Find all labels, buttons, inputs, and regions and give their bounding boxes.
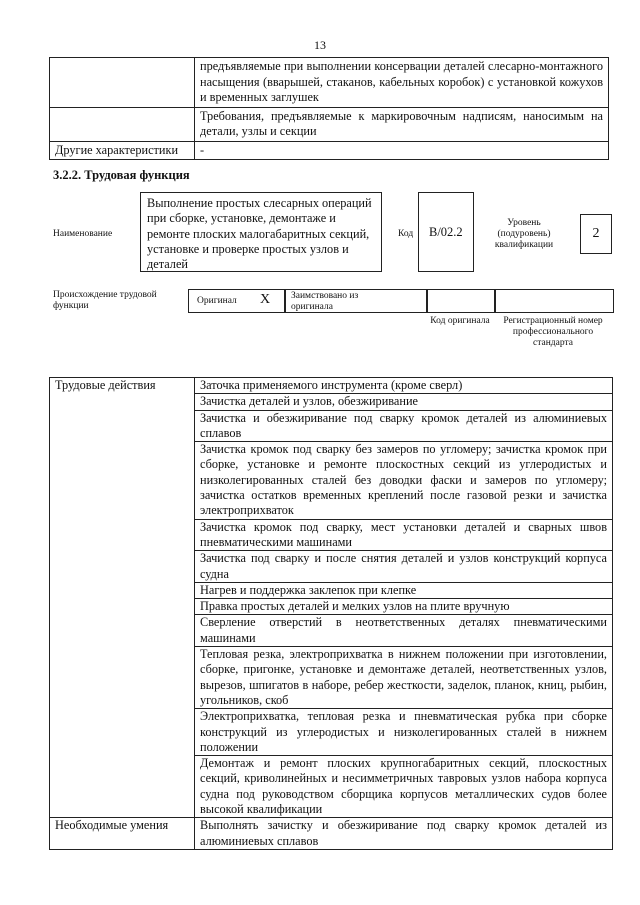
labor-action-text: Заточка применяемого инструмента (кроме сверл)	[195, 378, 613, 394]
required-skill-label: Необходимые умения	[50, 818, 195, 850]
registration-number-caption: Регистрационный номер профессионального стандарта	[503, 316, 603, 348]
code-value: B/02.2	[429, 225, 463, 239]
origin-code-cell	[426, 289, 496, 313]
other-characteristics-label: Другие характеристики	[50, 141, 195, 160]
labor-action-text: Демонтаж и ремонт плоских крупногабаритных секций, плоскостных секций, криволинейных и несимметричных тавровых узлов набора корпуса судна под руководством сборщика корпусов металлических судов более высокой квалификации	[195, 756, 613, 818]
labor-action-text: Зачистка кромок под сварку без замеров по угломеру; зачистка кромок при сборке, установке и ремонте плоскостных секций из углеродистых и низколегированных сталей без доводки фаски и замеров по угломеру; зачистка остатков временных креплений после газовой резки и зачистка электроприхваток	[195, 442, 613, 519]
section-heading: 3.2.2. Трудовая функция	[53, 168, 190, 182]
labor-action-text: Зачистка кромок под сварку, мест установки деталей и сварных швов пневматическими машинами	[195, 519, 613, 551]
code-label: Код	[398, 229, 414, 239]
labor-action-label: Трудовые действия	[50, 378, 195, 818]
level-label: Уровень (подуровень) квалификации	[494, 218, 554, 250]
labor-action-text: Электроприхватка, тепловая резка и пневматическая рубка при сборке конструкций из углеродистых и низколегированных сталей в нижнем положении	[195, 709, 613, 756]
labor-action-text: Правка простых деталей и мелких узлов на плите вручную	[195, 599, 613, 615]
registration-number-cell	[494, 289, 614, 313]
required-skill-text: Выполнять зачистку и обезжиривание под сварку кромок деталей из алюминиевых сплавов	[195, 818, 613, 850]
original-mark: X	[260, 292, 271, 307]
other-characteristics-value: -	[195, 141, 609, 160]
labor-action-text: Сверление отверстий в неответственных деталях пневматическими машинами	[195, 615, 613, 647]
labor-action-text: Зачистка деталей и узлов, обезжиривание	[195, 394, 613, 410]
origin-code-caption: Код оригинала	[430, 316, 490, 326]
level-value: 2	[592, 226, 600, 241]
labor-actions-table	[49, 377, 613, 850]
table-row	[50, 378, 613, 394]
table-row	[50, 818, 613, 850]
name-label: Наименование	[53, 229, 113, 239]
empty-cell	[50, 107, 195, 141]
origin-label: Происхождение трудовой функции	[53, 290, 157, 311]
labor-action-text: Зачистка под сварку и после снятия деталей и узлов конструкций корпуса судна	[195, 551, 613, 583]
level-box	[580, 214, 612, 254]
labor-action-text: Тепловая резка, электроприхватка в нижнем положении при изготовлении, сборке, пригонке, установке и демонтаже деталей, неответственных узлов, вырезов, шпигатов в наборе, ребер жесткости, заделок, планок, книц, рыбин, угольников, скоб	[195, 647, 613, 709]
labor-action-text: Нагрев и поддержка заклепок при клепке	[195, 582, 613, 598]
top-characteristics-table	[49, 57, 609, 160]
code-box	[418, 192, 474, 272]
original-text: Оригинал	[197, 296, 237, 306]
empty-cell	[50, 58, 195, 108]
marking-requirements-text: Требования, предъявляемые к маркировочным надписям, наносимым на детали, узлы и секции	[195, 107, 609, 141]
borrowed-text: Заимствовано из оригинала	[291, 291, 359, 312]
page-number: 13	[314, 38, 326, 52]
preservation-requirements-text: предъявляемые при выполнении консервации деталей слесарно-монтажного насыщения (вварышей, стаканов, кабельных коробок) с установкой кожухов и временных заглушек	[195, 58, 609, 108]
borrowed-cell	[284, 289, 428, 313]
original-cell	[188, 289, 286, 313]
labor-action-text: Зачистка и обезжиривание под сварку кромок деталей из алюминиевых сплавов	[195, 410, 613, 442]
function-name-value: Выполнение простых слесарных операций при сборке, установке, демонтаже и ремонте плоских малогабаритных секций, установке и проверке простых узлов и деталей	[147, 196, 372, 272]
function-name-box	[140, 192, 382, 272]
